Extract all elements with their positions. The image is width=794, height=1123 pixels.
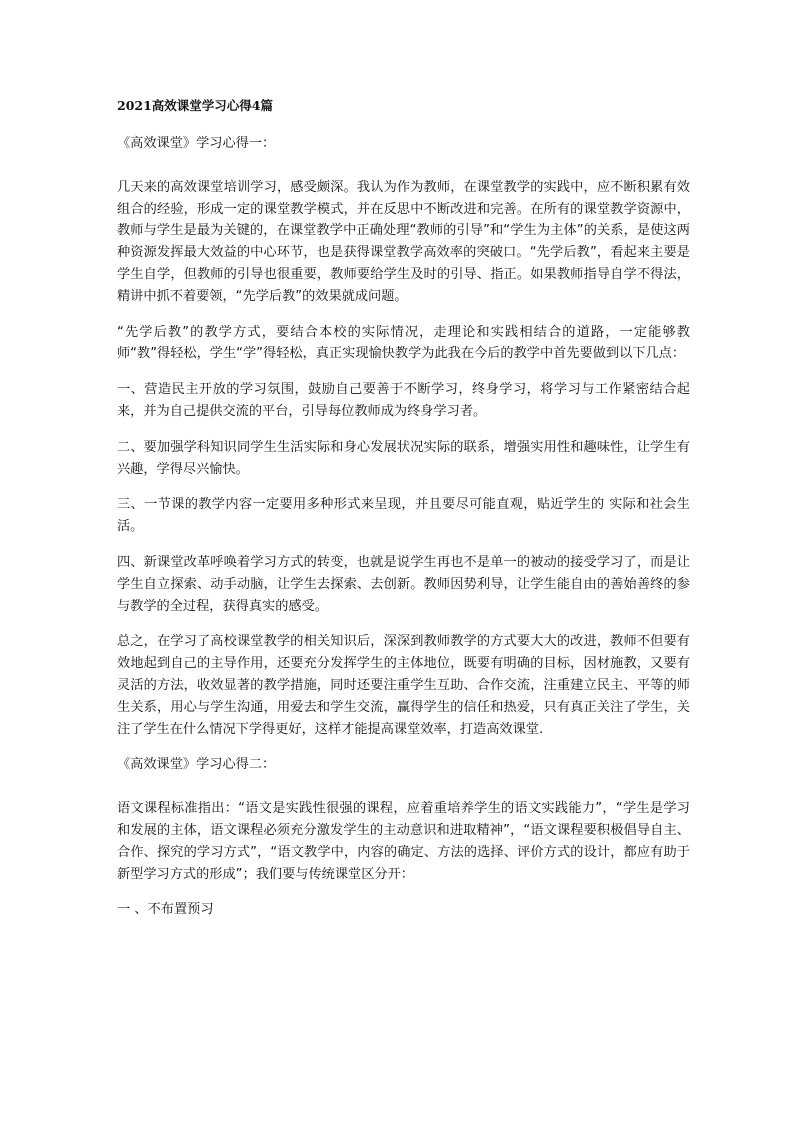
paragraph-teaching-method: “先学后教”的教学方式，要结合本校的实际情况，走理论和实践相结合的道路，一定能够教师“教”得轻松，学生“学”得轻松，真正实现愉快教学为此我在今后的教学中首先要做到以下几点：: [117, 324, 690, 362]
paragraph-summary: 总之，在学习了高校课堂教学的相关知识后，深深到教师教学的方式要大大的改进，教师不但要有效地起到自己的主导作用，还要充分发挥学生的主体地位，既要有明确的目标，因材施教，又要有灵活的方法，收效显著的教学措施，同时还要注重学生互助、合作交流，注重建立民主、平等的师生关系，用心与学生沟通，用爱去和学生交流，赢得学生的信任和热爱，只有真正关注了学生，关注了学生在什么情况下学得更好，这样才能提高课堂效率，打造高效课堂.: [117, 634, 690, 737]
section-heading-1: 《高效课堂》学习心得一：: [117, 136, 276, 151]
document-title: 2021高效课堂学习心得4篇: [117, 98, 273, 113]
list-item-4: 四、新课堂改革呼唤着学习方式的转变，也就是说学生再也不是单一的被动的接受学习了，而是让学生自立探索、动手动脑，让学生去探索、去创新。教师因势利导，让学生能自由的善始善终的参与教学的全过程，获得真实的感受。: [117, 554, 690, 614]
paragraph-curriculum-standard: 语文课程标准指出：“语文是实践性很强的课程，应着重培养学生的语文实践能力”，“学生是学习和发展的主体，语文课程必须充分激发学生的主动意识和进取精神”，“语文课程要积极倡导自主、合作、探究的学习方式”，“语文教学中，内容的确定、方法的选择、评价方式的设计，都应有助于新型学习方式的形成”；我们要与传统课堂区分开：: [117, 801, 690, 882]
list-item-no-preview: 一 、不布置预习: [117, 902, 214, 918]
list-item-3: 三、一节课的教学内容一定要用多种形式来呈现，并且要尽可能直观，贴近学生的 实际和社会生活。: [117, 497, 690, 535]
section-heading-2: 《高效课堂》学习心得二：: [117, 757, 276, 773]
list-item-1: 一、营造民主开放的学习氛围，鼓励自己要善于不断学习，终身学习，将学习与工作紧密结合起来，并为自己提供交流的平台，引导每位教师成为终身学习者。: [117, 382, 690, 419]
paragraph-intro: 几天来的高效课堂培训学习，感受颇深。我认为作为教师，在课堂教学的实践中，应不断积累有效组合的经验，形成一定的课堂教学模式，并在反思中不断改进和完善。在所有的课堂教学资源中，教师与学生是最为关键的，在课堂教学中正确处理“教师的引导”和“学生为主体”的关系，是使这两种资源发挥最大效益的中心环节，也是获得课堂教学高效率的突破口。“先学后教”，看起来主要是学生自学，但教师的引导也很重要，教师要给学生及时的引导、指正。如果教师指导自学不得法，精讲中抓不着要领，“先学后教”的效果就成问题。: [117, 179, 690, 304]
list-item-2: 二、要加强学科知识同学生生活实际和身心发展状况实际的联系，增强实用性和趣味性，让学生有兴趣，学得尽兴愉快。: [117, 439, 690, 477]
